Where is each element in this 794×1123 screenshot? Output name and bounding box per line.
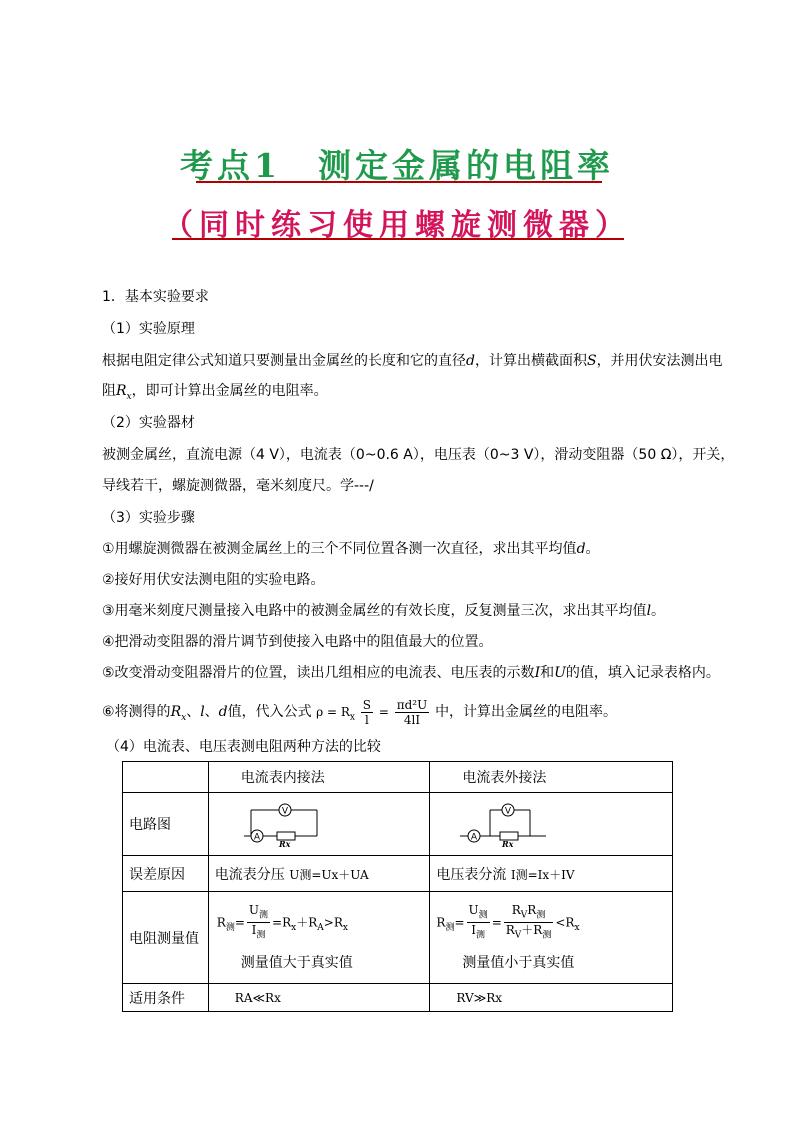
header-inner: 电流表内接法 <box>208 762 430 793</box>
condition-outer: RV≫Rx <box>430 984 673 1012</box>
step-1: ①用螺旋测微器在被测金属丝上的三个不同位置各测一次直径，求出其平均值d。 <box>102 541 600 557</box>
step-4: ④把滑动变阻器的滑片调节到使接入电路中的阻值最大的位置。 <box>102 634 493 650</box>
sub-heading-equipment: （2）实验器材 <box>102 415 195 431</box>
table-row <box>123 762 673 793</box>
comparison-table <box>122 761 673 1012</box>
inner-circuit-diagram <box>239 800 329 848</box>
step-6: ⑥将测得的$R_x$、l、d值，代入公式 $\rho = R_x$ $\frac{S}{l}$ = $\frac{\text{πd²U}}{4lI}$ 中，计算出金属丝的电阻率。 <box>102 698 618 727</box>
voltmeter-label: V <box>281 806 288 817</box>
circuit-inner-cell <box>208 793 430 856</box>
resistor-label: Rx <box>278 839 291 848</box>
resistivity-formula: $\rho = R_x$ $\frac{S}{l}$ = $\frac{\text{πd²U}}{4lI}$ <box>316 698 428 727</box>
circuit-outer-cell <box>430 793 673 856</box>
equipment-line-2: 导线若干，螺旋测微器，毫米刻度尺。学---/ <box>102 478 374 494</box>
title-underline-2 <box>172 238 624 240</box>
step-5: ⑤改变滑动变阻器滑片的位置，读出几组相应的电流表、电压表的示数I和U的值，填入记录表格内。 <box>102 665 720 681</box>
table-cell-empty <box>123 762 209 793</box>
error-inner: 电流表分压 U测=Ux＋UA <box>208 856 430 892</box>
row-label-error: 误差原因 <box>123 856 209 892</box>
step-3: ③用毫米刻度尺测量接入电路中的被测金属丝的有效长度，反复测量三次，求出其平均值l。 <box>102 603 666 619</box>
ammeter-label: A <box>471 832 478 843</box>
title-line-1: 考点1 测定金属的电阻率 <box>180 146 614 185</box>
table-row <box>123 793 673 856</box>
sub-heading-principle: （1）实验原理 <box>102 321 195 337</box>
measure-inner <box>208 892 430 984</box>
inner-measure-formula: $R_测=$ $\frac{U_测}{I_测}$ $=R_x+R_A>R_x$ <box>216 902 348 941</box>
condition-inner: RA≪Rx <box>208 984 430 1012</box>
row-label-circuit: 电路图 <box>123 793 209 856</box>
voltmeter-label: V <box>505 806 512 817</box>
table-row <box>123 984 673 1012</box>
inner-measure-note: 测量值大于真实值 <box>240 955 353 972</box>
section-heading: 1．基本实验要求 <box>102 289 209 305</box>
error-outer: 电压表分流 I测=Ix＋IV <box>430 856 673 892</box>
table-row <box>123 856 673 892</box>
principle-line-1: 根据电阻定律公式知道只要测量出金属丝的长度和它的直径d，计算出横截面积S，并用伏安法测出电 <box>102 353 723 369</box>
table-row <box>123 892 673 984</box>
title-underline-1 <box>196 181 602 183</box>
outer-circuit-diagram <box>460 800 550 848</box>
measure-outer <box>430 892 673 984</box>
equipment-line-1: 被测金属丝，直流电源（4 V），电流表（0~0.6 A），电压表（0~3 V），滑动变阻器（50 Ω），开关， <box>102 447 735 463</box>
step-2: ②接好用伏安法测电阻的实验电路。 <box>102 572 325 588</box>
sub-heading-steps: （3）实验步骤 <box>102 510 195 526</box>
principle-line-2: 阻$R_x$，即可计算出金属丝的电阻率。 <box>102 383 328 402</box>
outer-measure-note: 测量值小于真实值 <box>462 955 575 972</box>
row-label-measure: 电阻测量值 <box>123 892 209 984</box>
title-line-2: （同时练习使用螺旋测微器） <box>163 208 631 243</box>
outer-measure-formula: $R_测=$ $\frac{U_测}{I_测}$ = $\frac{R_VR_测}{R_V+R_测}$ $<R_x$ <box>436 902 580 941</box>
resistor-label: Rx <box>502 839 514 848</box>
header-outer: 电流表外接法 <box>430 762 673 793</box>
ammeter-label: A <box>253 832 260 843</box>
row-label-condition: 适用条件 <box>123 984 209 1012</box>
sub-heading-comparison: （4）电流表、电压表测电阻两种方法的比较 <box>106 739 381 755</box>
